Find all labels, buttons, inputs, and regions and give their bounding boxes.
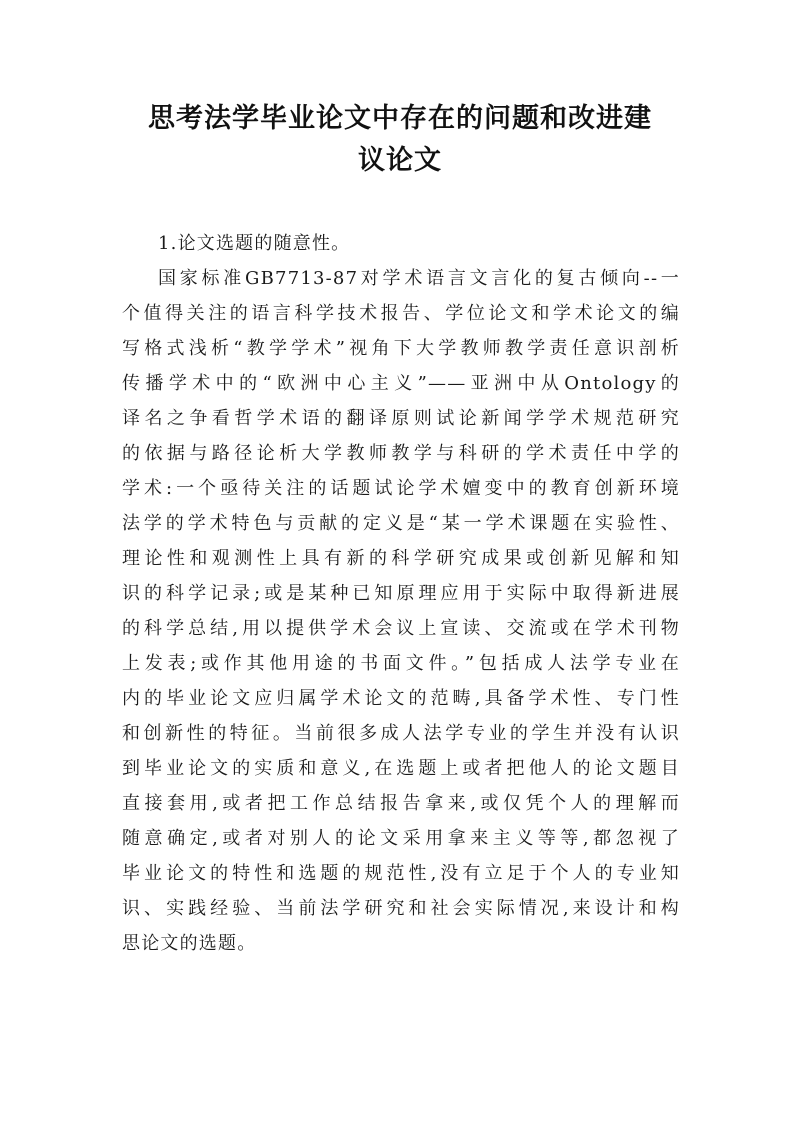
paragraph-line: 思论文的选题。	[122, 933, 257, 954]
paragraph-line: 国家标准GB7713-87对学术语言文言化的复古倾向--一	[158, 268, 680, 289]
paragraph-line: 内的毕业论文应归属学术论文的范畴,具备学术性、专门性	[122, 688, 680, 709]
paragraph-line: 识的科学记录;或是某种已知原理应用于实际中取得新进展	[122, 583, 680, 604]
paragraph-line: 传播学术中的“欧洲中心主义”——亚洲中从Ontology的	[122, 373, 680, 394]
paragraph-line: 识、实践经验、当前法学研究和社会实际情况,来设计和构	[122, 898, 680, 919]
paragraph-line: 到毕业论文的实质和意义,在选题上或者把他人的论文题目	[122, 758, 680, 779]
paragraph-line: 个值得关注的语言科学技术报告、学位论文和学术论文的编	[122, 303, 680, 324]
title-line-1: 思考法学毕业论文中存在的问题和改进建	[148, 103, 652, 134]
paragraph-line: 随意确定,或者对别人的论文采用拿来主义等等,都忽视了	[122, 828, 680, 849]
paragraph-line: 法学的学术特色与贡献的定义是“某一学术课题在实验性、	[122, 513, 680, 534]
paragraph-line: 理论性和观测性上具有新的科学研究成果或创新见解和知	[122, 548, 680, 569]
paragraph-line: 译名之争看哲学术语的翻译原则试论新闻学学术规范研究	[122, 408, 680, 429]
paragraph-line: 直接套用,或者把工作总结报告拿来,或仅凭个人的理解而	[122, 793, 680, 814]
paragraph-line: 的依据与路径论析大学教师教学与科研的学术责任中学的	[122, 443, 680, 464]
document-body	[122, 226, 680, 961]
section-heading: 1.论文选题的随意性。	[158, 233, 351, 254]
paragraph-line: 上发表;或作其他用途的书面文件。”包括成人法学专业在	[122, 653, 680, 674]
paragraph-line: 的科学总结,用以提供学术会议上宣读、交流或在学术刊物	[122, 618, 680, 639]
document-title	[100, 98, 700, 182]
paragraph-line: 写格式浅析“教学学术”视角下大学教师教学责任意识剖析	[122, 338, 680, 359]
paragraph-line: 和创新性的特征。当前很多成人法学专业的学生并没有认识	[122, 723, 680, 744]
title-line-2: 议论文	[358, 145, 442, 176]
paragraph-line: 毕业论文的特性和选题的规范性,没有立足于个人的专业知	[122, 863, 680, 884]
paragraph-line: 学术:一个亟待关注的话题试论学术嬗变中的教育创新环境	[122, 478, 680, 499]
